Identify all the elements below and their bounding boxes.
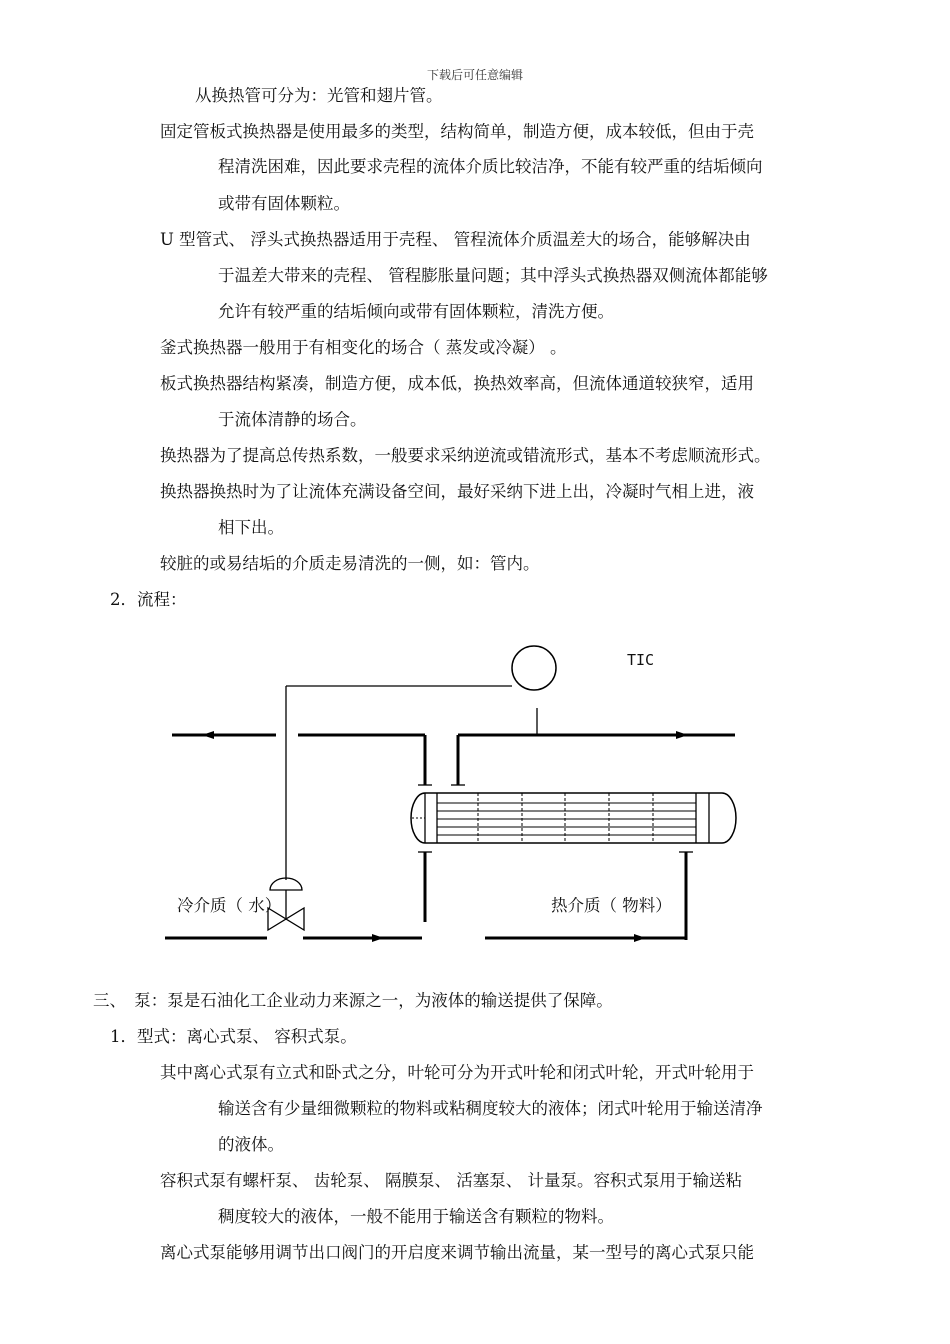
para-u-line-2: 于温差大带来的壳程、 管程膨胀量问题；其中浮头式换热器双侧流体都能够 xyxy=(218,266,768,285)
para-u-line-1: U 型管式、 浮头式换热器适用于壳程、 管程流体介质温差大的场合，能够解决由 xyxy=(160,230,751,249)
section-pump-heading: 三、 泵：泵是石油化工企业动力来源之一，为液体的输送提供了保障。 xyxy=(93,991,613,1010)
download-watermark: 下载后可任意编辑 xyxy=(426,68,523,82)
para-plate-line-2: 于流体清静的场合。 xyxy=(218,410,367,429)
tic-label: TIC xyxy=(627,651,655,669)
para-u-line-3: 允许有较严重的结垢倾向或带有固体颗粒，清洗方便。 xyxy=(218,302,614,321)
para-dirty-side: 较脏的或易结垢的介质走易清洗的一侧，如：管内。 xyxy=(160,554,540,573)
arrow-right-icon xyxy=(372,934,384,942)
section-flow-heading: 2．流程： xyxy=(110,590,187,609)
para-positive-line-1: 容积式泵有螺杆泵、 齿轮泵、 隔膜泵、 活塞泵、 计量泵。容积式泵用于输送粘 xyxy=(160,1171,742,1190)
para-kettle: 釜式换热器一般用于有相变化的场合（ 蒸发或冷凝） 。 xyxy=(160,338,567,357)
para-centrifugal-line-1: 其中离心式泵有立式和卧式之分，叶轮可分为开式叶轮和闭式叶轮，开式叶轮用于 xyxy=(160,1063,754,1082)
para-tube-types: 从换热管可分为：光管和翅片管。 xyxy=(195,86,443,105)
para-fixed-line-2: 程清洗困难，因此要求壳程的流体介质比较洁净，不能有较严重的结垢倾向 xyxy=(218,157,763,176)
para-fill-line-1: 换热器换热时为了让流体充满设备空间，最好采纳下进上出，冷凝时气相上进，液 xyxy=(160,482,754,501)
para-counterflow: 换热器为了提高总传热系数，一般要求采纳逆流或错流形式，基本不考虑顺流形式。 xyxy=(160,446,771,465)
arrow-right-icon xyxy=(676,731,688,739)
para-centrifugal-line-3: 的液体。 xyxy=(218,1135,284,1154)
para-positive-line-2: 稠度较大的液体，一般不能用于输送含有颗粒的物料。 xyxy=(218,1207,614,1226)
para-regulate: 离心式泵能够用调节出口阀门的开启度来调节输出流量，某一型号的离心式泵只能 xyxy=(160,1243,754,1262)
arrow-right-icon xyxy=(634,934,646,942)
cold-medium-label: 冷介质（ 水） xyxy=(177,896,282,915)
tic-controller-circle xyxy=(512,646,556,690)
arrow-left-icon xyxy=(202,731,214,739)
hot-medium-label: 热介质（ 物料） xyxy=(551,896,672,915)
para-centrifugal-line-2: 输送含有少量细微颗粒的物料或粘稠度较大的液体；闭式叶轮用于输送清净 xyxy=(218,1099,763,1118)
pump-types-heading: 1．型式：离心式泵、 容积式泵。 xyxy=(110,1027,357,1046)
para-plate-line-1: 板式换热器结构紧凑，制造方便，成本低，换热效率高，但流体通道较狭窄，适用 xyxy=(160,374,754,393)
para-fixed-line-1: 固定管板式换热器是使用最多的类型，结构简单，制造方便，成本较低，但由于壳 xyxy=(160,122,754,141)
para-fixed-line-3: 或带有固体颗粒。 xyxy=(218,194,350,213)
para-fill-line-2: 相下出。 xyxy=(218,518,284,537)
